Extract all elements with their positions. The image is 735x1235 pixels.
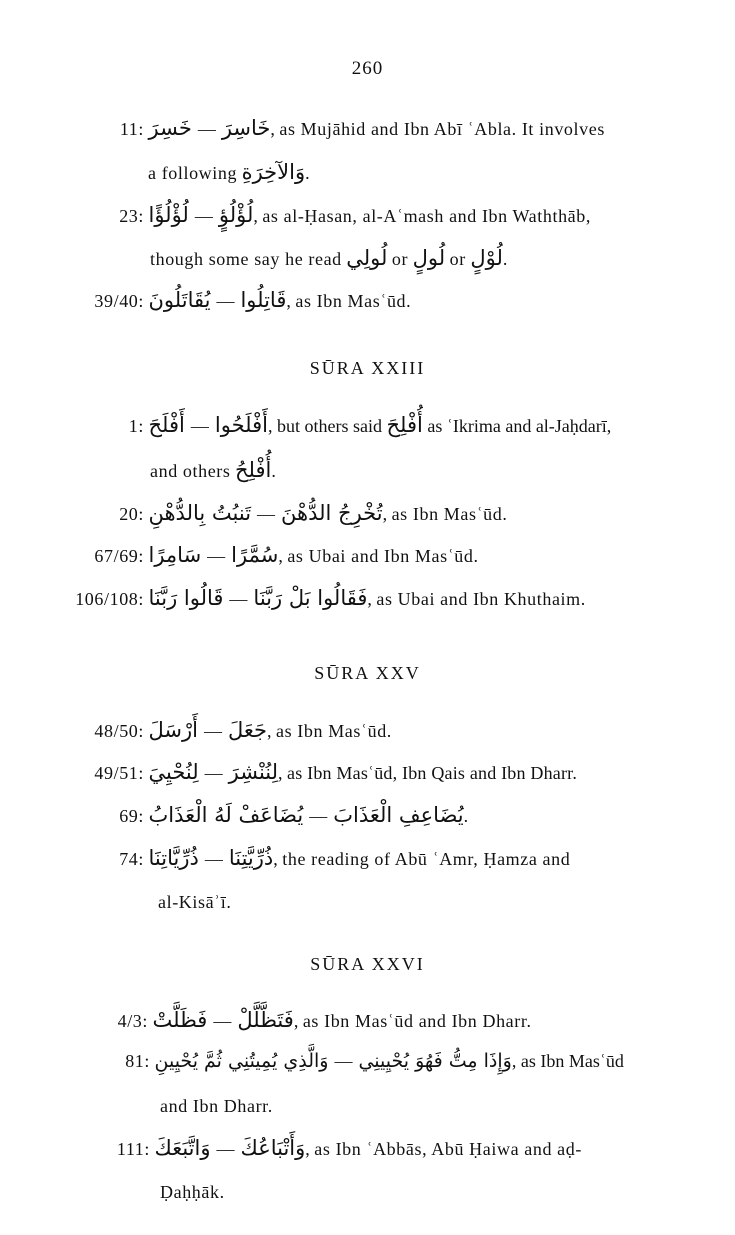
entry-text: as ʿIkrima and al-Jaḥdarī, [427,416,612,436]
verse-ref: 11: [119,119,144,139]
entry-106-108 [58,588,586,609]
arabic-reading-standard: لُؤْلُؤًا [148,203,189,227]
entry-67-69 [70,545,479,566]
conjunction: or [391,249,409,269]
conjunction: or [449,249,466,269]
dash: — [334,1051,353,1071]
page-number: 260 [351,58,384,79]
sura-heading: SŪRA XXV [314,663,421,683]
period: . [463,806,469,826]
dash: — [197,119,216,139]
arabic-reading-standard: أَفْلَحَ [148,413,185,437]
arabic-word: وَالآخِرَةِ [241,160,306,184]
arabic-reading-variant: جَعَلَ [227,718,268,742]
entry-81 [106,1052,624,1071]
entry-text: a following [148,163,238,183]
entry-text: , as Ibn Masʿūd, Ibn Qais and Ibn Dharr. [278,763,578,783]
dash: — [216,291,235,311]
entry-text: , as Ibn Masʿūd. [286,291,412,311]
arabic-reading-standard: أَرْسَلَ [148,718,198,742]
entry-39-40 [70,290,411,311]
verse-ref: 49/51: [94,763,144,783]
entry-48-50 [70,720,392,741]
dash: — [207,546,226,566]
arabic-word: أُفْلِحَ [386,413,423,437]
dash: — [213,1011,232,1031]
dash: — [204,763,223,783]
entry-49-51 [70,762,577,783]
arabic-reading-variant: لِنُنْشِرَ [228,760,279,784]
entry-text: , as Ubai and Ibn Masʿūd. [278,546,479,566]
arabic-word: لُوْلٍ [470,246,503,270]
entry-text: , as al-Ḥasan, al-Aʿmash and Ibn Waththāb, [253,206,591,226]
arabic-reading-standard: لِنُحْيِيَ [148,760,199,784]
verse-ref: 111: [116,1139,150,1159]
arabic-reading-variant: قَاتِلُوا [240,288,287,312]
arabic-reading-variant: سُمَّرًا [231,543,279,567]
arabic-reading-standard: وَالَّذِي يُمِيتُنِي ثُمَّ يُحْيِينِ [154,1050,329,1072]
period: . [271,461,276,481]
arabic-reading-variant: ذُرِّيَّتِنَا [228,846,274,870]
entry-23 [100,205,591,226]
sura-heading: SŪRA XXIII [309,358,426,378]
entry-text: and others [150,461,231,481]
sura-heading: SŪRA XXVI [310,954,425,974]
entry-20 [100,503,507,524]
dash: — [203,721,222,741]
dash: — [194,206,213,226]
dash: — [190,416,209,436]
verse-ref: 69: [119,806,144,826]
arabic-reading-variant: وَإِذَا مِتُّ فَهُوَ يُحْيِينِي [358,1050,512,1072]
arabic-reading-variant: فَقَالُوا بَلْ رَبَّنَا [253,586,368,610]
entry-4-3 [100,1010,532,1031]
entry-text: , as Ibn Masʿūd [511,1051,624,1071]
entry-1-continuation [150,460,276,481]
verse-ref: 4/3: [117,1011,148,1031]
entry-text: , as Ibn Masʿūd. [382,504,508,524]
verse-ref: 48/50: [94,721,144,741]
entry-81-continuation [160,1097,273,1115]
entry-111-continuation [160,1183,225,1201]
arabic-reading-standard: ذُرِّيَّاتِنَا [148,846,199,870]
arabic-reading-standard: يُضَاعَفْ لَهُ الْعَذَابُ [148,803,304,827]
arabic-reading-standard: قَالُوا رَبَّنَا [148,586,224,610]
entry-text: , as Ibn ʿAbbās, Abū Ḥaiwa and aḍ- [305,1139,582,1159]
entry-text: though some say he read [150,249,342,269]
arabic-reading-variant: تُخْرِجُ الدُّهْنَ [281,501,383,525]
entry-11-continuation [148,162,310,183]
entry-11 [100,118,605,139]
verse-ref: 74: [119,849,144,869]
verse-ref: 106/108: [75,589,144,609]
dash: — [257,504,276,524]
arabic-reading-standard: تَنبُتُ بِالدُّهْنِ [148,501,252,525]
dash: — [309,806,328,826]
arabic-reading-variant: خَاسِرَ [221,116,271,140]
arabic-reading-variant: وَأَتْبَاعُكَ [240,1136,306,1160]
arabic-reading-standard: خَسِرَ [148,116,192,140]
arabic-reading-variant: أَفْلَحُوا [214,413,268,437]
dash: — [216,1139,235,1159]
entry-text: , but others said [267,416,382,436]
entry-text: , as Ibn Masʿūd and Ibn Dharr. [293,1011,532,1031]
verse-ref: 81: [125,1051,150,1071]
arabic-reading-variant: لُؤْلُؤٍ [218,203,254,227]
entry-23-continuation [150,248,507,269]
period: . [305,163,310,183]
arabic-reading-standard: سَامِرًا [148,543,202,567]
verse-ref: 67/69: [94,546,144,566]
arabic-reading-standard: يُقَاتَلُونَ [148,288,211,312]
entry-text: al-Kisāʾī. [158,892,232,912]
arabic-reading-variant: فَتَظَّلَّلْ [237,1008,294,1032]
arabic-word: لُولٍ [412,246,446,270]
verse-ref: 23: [119,206,144,226]
entry-1 [100,415,611,436]
entry-74 [100,848,570,869]
verse-ref: 39/40: [94,291,144,311]
arabic-reading-standard: وَاتَّبَعَكَ [154,1136,211,1160]
entry-69 [100,805,468,826]
entry-text: Ḍaḥḥāk. [160,1182,225,1202]
entry-text: , as Mujāhid and Ibn Abī ʿAbla. It involves [270,119,605,139]
verse-ref: 1: [128,416,144,436]
entry-text: , as Ibn Masʿūd. [267,721,392,741]
entry-text: , the reading of Abū ʿAmr, Ḥamza and [273,849,571,869]
period: . [502,249,508,269]
entry-74-continuation [158,893,231,911]
arabic-word: أُفْلِحُ [234,458,272,482]
entry-text: and Ibn Dharr. [160,1096,273,1116]
arabic-reading-standard: فَظَلَّتْ [152,1008,208,1032]
arabic-word: لُولِي [346,246,388,270]
arabic-reading-variant: يُضَاعِفِ الْعَذَابَ [333,803,464,827]
verse-ref: 20: [119,504,144,524]
dash: — [229,589,248,609]
dash: — [204,849,223,869]
entry-text: , as Ubai and Ibn Khuthaim. [367,589,586,609]
entry-111 [100,1138,582,1159]
